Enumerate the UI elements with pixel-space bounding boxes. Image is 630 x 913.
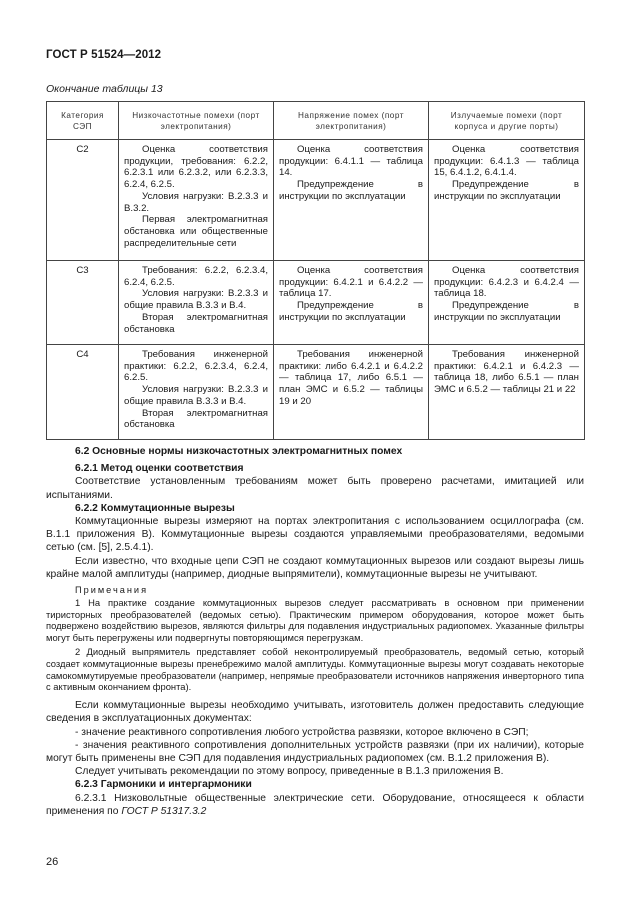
paragraph: Соответствие установленным требованиям может быть проверено расчетами, имитацией или испытаниями. — [46, 476, 584, 501]
list-item: - значения реактивного сопротивления дополнительных устройств развязки (при их наличии), которые могут быть применены вне СЭП для подавления индустриальных радиопомех (см. В.1.2 приложения В). — [46, 739, 584, 765]
paragraph: Следует учитывать рекомендации по этому вопросу, приведенные в В.1.3 приложения В. — [75, 766, 504, 778]
cell-paragraph: Требования инженерной практики: либо 6.4.2.1 и 6.4.2.2 — таблица 17, либо 6.5.1 — план ЭМС и 6.5.2 — таблицы 19 и 20 — [279, 349, 423, 407]
low-freq-cell — [119, 140, 274, 261]
cell-paragraph: Оценка соответствия продукции: 6.4.2.3 и 6.4.2.4 — таблица 18. — [434, 265, 579, 300]
subsection-heading-623: 6.2.3 Гармоники и интергармоники — [75, 779, 252, 791]
category-cell: С2 — [47, 140, 119, 261]
table-row — [47, 140, 585, 261]
low-freq-cell — [119, 261, 274, 345]
cell-paragraph: Предупреждение в инструкции по эксплуатации — [279, 179, 423, 202]
subsection-heading-621: 6.2.1 Метод оценки соответствия — [75, 463, 244, 475]
cell-paragraph: Вторая электромагнитная обстановка — [124, 311, 268, 335]
cell-paragraph: Требования инженерной практики: 6.4.2.1 и 6.4.2.3 — таблица 18, либо 6.5.1 — план ЭМС и 6.5.2 — таблицы 21 и 22 — [434, 349, 579, 396]
table-header-row — [47, 102, 585, 140]
cell-paragraph: Предупреждение в инструкции по эксплуатации — [434, 179, 579, 202]
paragraph — [46, 792, 584, 818]
section-body — [46, 445, 584, 818]
table-caption: Окончание таблицы 13 — [46, 83, 163, 95]
paragraph: Если коммутационные вырезы необходимо учитывать, изготовитель должен предоставить следующие сведения в эксплуатационных документах: — [46, 700, 584, 725]
cell-paragraph: Условия нагрузки: В.2.3.3 и общие правила В.3.3 и В.4. — [124, 288, 268, 312]
cell-paragraph: Вторая электромагнитная обстановка — [124, 407, 268, 431]
cell-paragraph: Предупреждение в инструкции по эксплуатации — [279, 300, 423, 323]
page-number: 26 — [46, 856, 59, 868]
note-paragraph: 1 На практике создание коммутационных вырезов следует рассматривать в основном при применении тиристорных преобразователей (ведомых сетью). Практическим примером оборудования, которое может быть подвержено воздействию вырезов, являются фильтры для подавления индустриальных радиопомех. Указанные фильтры могут быть перегружены или подвергнуты повторяющимся перегрузкам. — [46, 596, 584, 644]
paragraph: Коммутационные вырезы измеряют на портах электропитания с использованием осциллографа (см. В.1.1 приложения В). Коммутационные вырезы создаются управляемыми преобразователями, ведомыми сетью (см. [5], 2.5.4.1). — [46, 516, 584, 554]
cell-paragraph: Оценка соответствия продукции, требования: 6.2.2, 6.2.3.1 или 6.2.3.2, или 6.2.3.3, 6.2.4, 6.2.5. — [124, 144, 268, 191]
note-paragraph: 2 Диодный выпрямитель представляет собой неконтролируемый преобразователь, ведомый сетью, который создает коммутационные вырезы пренебрежимо малой амплитуды. Коммутационные вырезы могут создавать некоторые самокоммутируемые преобразователи (например, непрямые преобразователи источников напряжения инверторного типа с активным окончанием фронта). — [46, 646, 584, 693]
subsection-heading-622: 6.2.2 Коммутационные вырезы — [75, 502, 235, 514]
col-header-voltage: Напряжение помех (порт электропитания) — [274, 102, 429, 140]
voltage-cell — [274, 261, 429, 345]
cell-paragraph: Условия нагрузки: В.2.3.3 и В.3.2. — [124, 190, 268, 214]
category-cell: С3 — [47, 261, 119, 345]
radiated-cell — [429, 140, 585, 261]
table-13 — [46, 101, 585, 440]
notes-block — [46, 585, 584, 693]
cell-paragraph: Предупреждение в инструкции по эксплуатации — [434, 300, 579, 323]
cell-paragraph: Оценка соответствия продукции: 6.4.1.1 — таблица 14. — [279, 144, 423, 179]
notes-label: Примечания — [75, 585, 149, 596]
paragraph: Если известно, что входные цепи СЭП не создают коммутационных вырезов или создают вырезы лишь крайне малой амплитуды (например, диодные выпрямители), коммутационные вырезы не учитывают. — [46, 555, 584, 580]
standard-header: ГОСТ Р 51524—2012 — [46, 49, 162, 61]
cell-paragraph: Оценка соответствия продукции: 6.4.2.1 и 6.4.2.2 — таблица 17. — [279, 265, 423, 300]
cell-paragraph: Условия нагрузки: В.2.3.3 и общие правила В.3.3 и В.4. — [124, 384, 268, 407]
voltage-cell — [274, 345, 429, 440]
radiated-cell — [429, 261, 585, 345]
cell-paragraph: Первая электромагнитная обстановка или общественные распределительные сети — [124, 214, 268, 249]
list-item: - значение реактивного сопротивления любого устройства развязки, которое включено в СЭП; — [75, 726, 529, 738]
low-freq-cell — [119, 345, 274, 440]
cell-paragraph: Оценка соответствия продукции: 6.4.1.3 — таблица 15, 6.4.1.2, 6.4.1.4. — [434, 144, 579, 179]
category-cell: С4 — [47, 345, 119, 440]
cell-paragraph: Требования: 6.2.2, 6.2.3.4, 6.2.4, 6.2.5. — [124, 265, 268, 288]
section-heading: 6.2 Основные нормы низкочастотных электромагнитных помех — [75, 446, 403, 457]
table-row — [47, 261, 585, 345]
paragraph-text: 6.2.3.1 Низковольтные общественные электрические сети. Оборудование, относящееся к области применения по — [46, 792, 584, 817]
cell-paragraph: Требования инженерной практики: 6.2.2, 6.2.3.4, 6.2.4, 6.2.5. — [124, 349, 268, 384]
radiated-cell — [429, 345, 585, 440]
col-header-radiated: Излучаемые помехи (порт корпуса и другие порты) — [429, 102, 585, 140]
voltage-cell — [274, 140, 429, 261]
standard-reference: ГОСТ Р 51317.3.2 — [121, 805, 207, 817]
col-header-low-freq: Низкочастотные помехи (порт электропитания) — [119, 102, 274, 140]
col-header-category: Категория СЭП — [47, 102, 119, 140]
table-row — [47, 345, 585, 440]
